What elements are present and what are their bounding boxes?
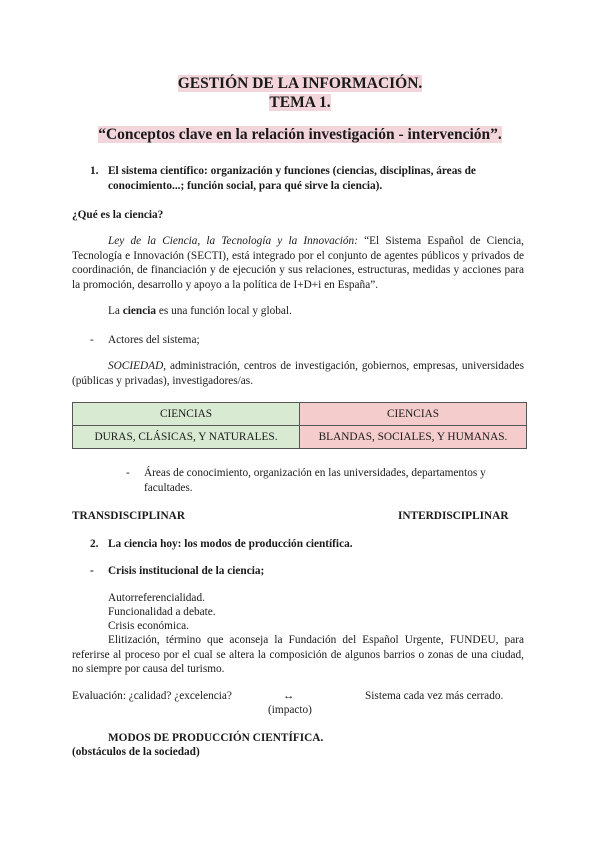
areas-dash: - xyxy=(126,467,130,479)
double-arrow-icon: ↔ xyxy=(283,690,295,702)
actors-dash: - xyxy=(90,334,94,346)
sciences-table xyxy=(72,402,527,449)
crisis-item-3: Crisis económica. xyxy=(108,620,189,632)
society-paragraph xyxy=(72,359,524,388)
law-paragraph xyxy=(72,234,524,292)
what-is-science-heading: ¿Qué es la ciencia? xyxy=(72,209,164,221)
title-line-2: TEMA 1. xyxy=(269,94,331,111)
modes-subheading: (obstáculos de la sociedad) xyxy=(72,746,200,758)
society-rest: , administración, centros de investigación, gobiernos, empresas, universidades (públicas y privadas), investigadores/as. xyxy=(72,360,524,387)
science-function-line xyxy=(108,304,292,319)
crisis-item-2: Funcionalidad a debate. xyxy=(108,606,216,618)
transdisciplinar-label: TRANSDISCIPLINAR xyxy=(72,510,185,522)
section-1-heading: El sistema científico: organización y funciones (ciencias, disciplinas, áreas de conocimiento...; función social, para qué sirve la ciencia). xyxy=(108,165,476,192)
crisis-dash: - xyxy=(90,565,94,577)
elitization-paragraph: Elitización, término que aconseja la Fundación del Español Urgente, FUNDEU, para referirse al proceso por el cual se altera la composición de algunos barrios o zonas de una ciudad, no siempre por causa del turismo. xyxy=(72,634,524,675)
closed-system-text: Sistema cada vez más cerrado. xyxy=(365,690,504,702)
soft-sciences-value: BLANDAS, SOCIALES, Y HUMANAS. xyxy=(300,426,527,449)
document-subtitle xyxy=(0,126,600,144)
table-row xyxy=(73,426,527,449)
subtitle-text: “Conceptos clave en la relación investigación - intervención”. xyxy=(98,126,502,143)
law-text: “El Sistema Español de Ciencia, Tecnología e Innovación (SECTI), está integrado por el conjunto de agentes públicos y privados de coordinación, de financiación y de ejecución y sus relaciones, estructuras, medidas y acciones para la promoción, desarrollo y apoyo a la política de I+D+i en España”. xyxy=(72,235,524,291)
title-line-1: GESTIÓN DE LA INFORMACIÓN. xyxy=(177,75,423,92)
actors-label: Actores del sistema; xyxy=(108,334,200,346)
modes-heading: MODOS DE PRODUCCIÓN CIENTÍFICA. xyxy=(108,732,324,744)
function-post: es una función local y global. xyxy=(156,305,292,317)
document-title xyxy=(0,74,600,112)
hard-sciences-header: CIENCIAS xyxy=(73,403,300,426)
soft-sciences-header: CIENCIAS xyxy=(300,403,527,426)
section-2-number: 2. xyxy=(90,538,99,550)
function-bold: ciencia xyxy=(122,305,157,317)
hard-sciences-value: DURAS, CLÁSICAS, Y NATURALES. xyxy=(73,426,300,449)
impact-label: (impacto) xyxy=(268,704,312,716)
table-row xyxy=(73,403,527,426)
areas-text: Áreas de conocimiento, organización en las universidades, departamentos y facultades. xyxy=(144,467,486,494)
crisis-item-1: Autorreferencialidad. xyxy=(108,592,205,604)
section-1-number: 1. xyxy=(90,165,99,177)
function-pre: La xyxy=(108,305,123,317)
evaluation-label: Evaluación: ¿calidad? ¿excelencia? xyxy=(72,690,232,702)
society-italic: SOCIEDAD xyxy=(108,360,164,372)
law-title: Ley de la Ciencia, la Tecnología y la Innovación: xyxy=(108,235,358,247)
crisis-heading: Crisis institucional de la ciencia; xyxy=(108,565,265,577)
interdisciplinar-label: INTERDISCIPLINAR xyxy=(398,510,509,522)
section-2-heading: La ciencia hoy: los modos de producción científica. xyxy=(108,538,353,550)
